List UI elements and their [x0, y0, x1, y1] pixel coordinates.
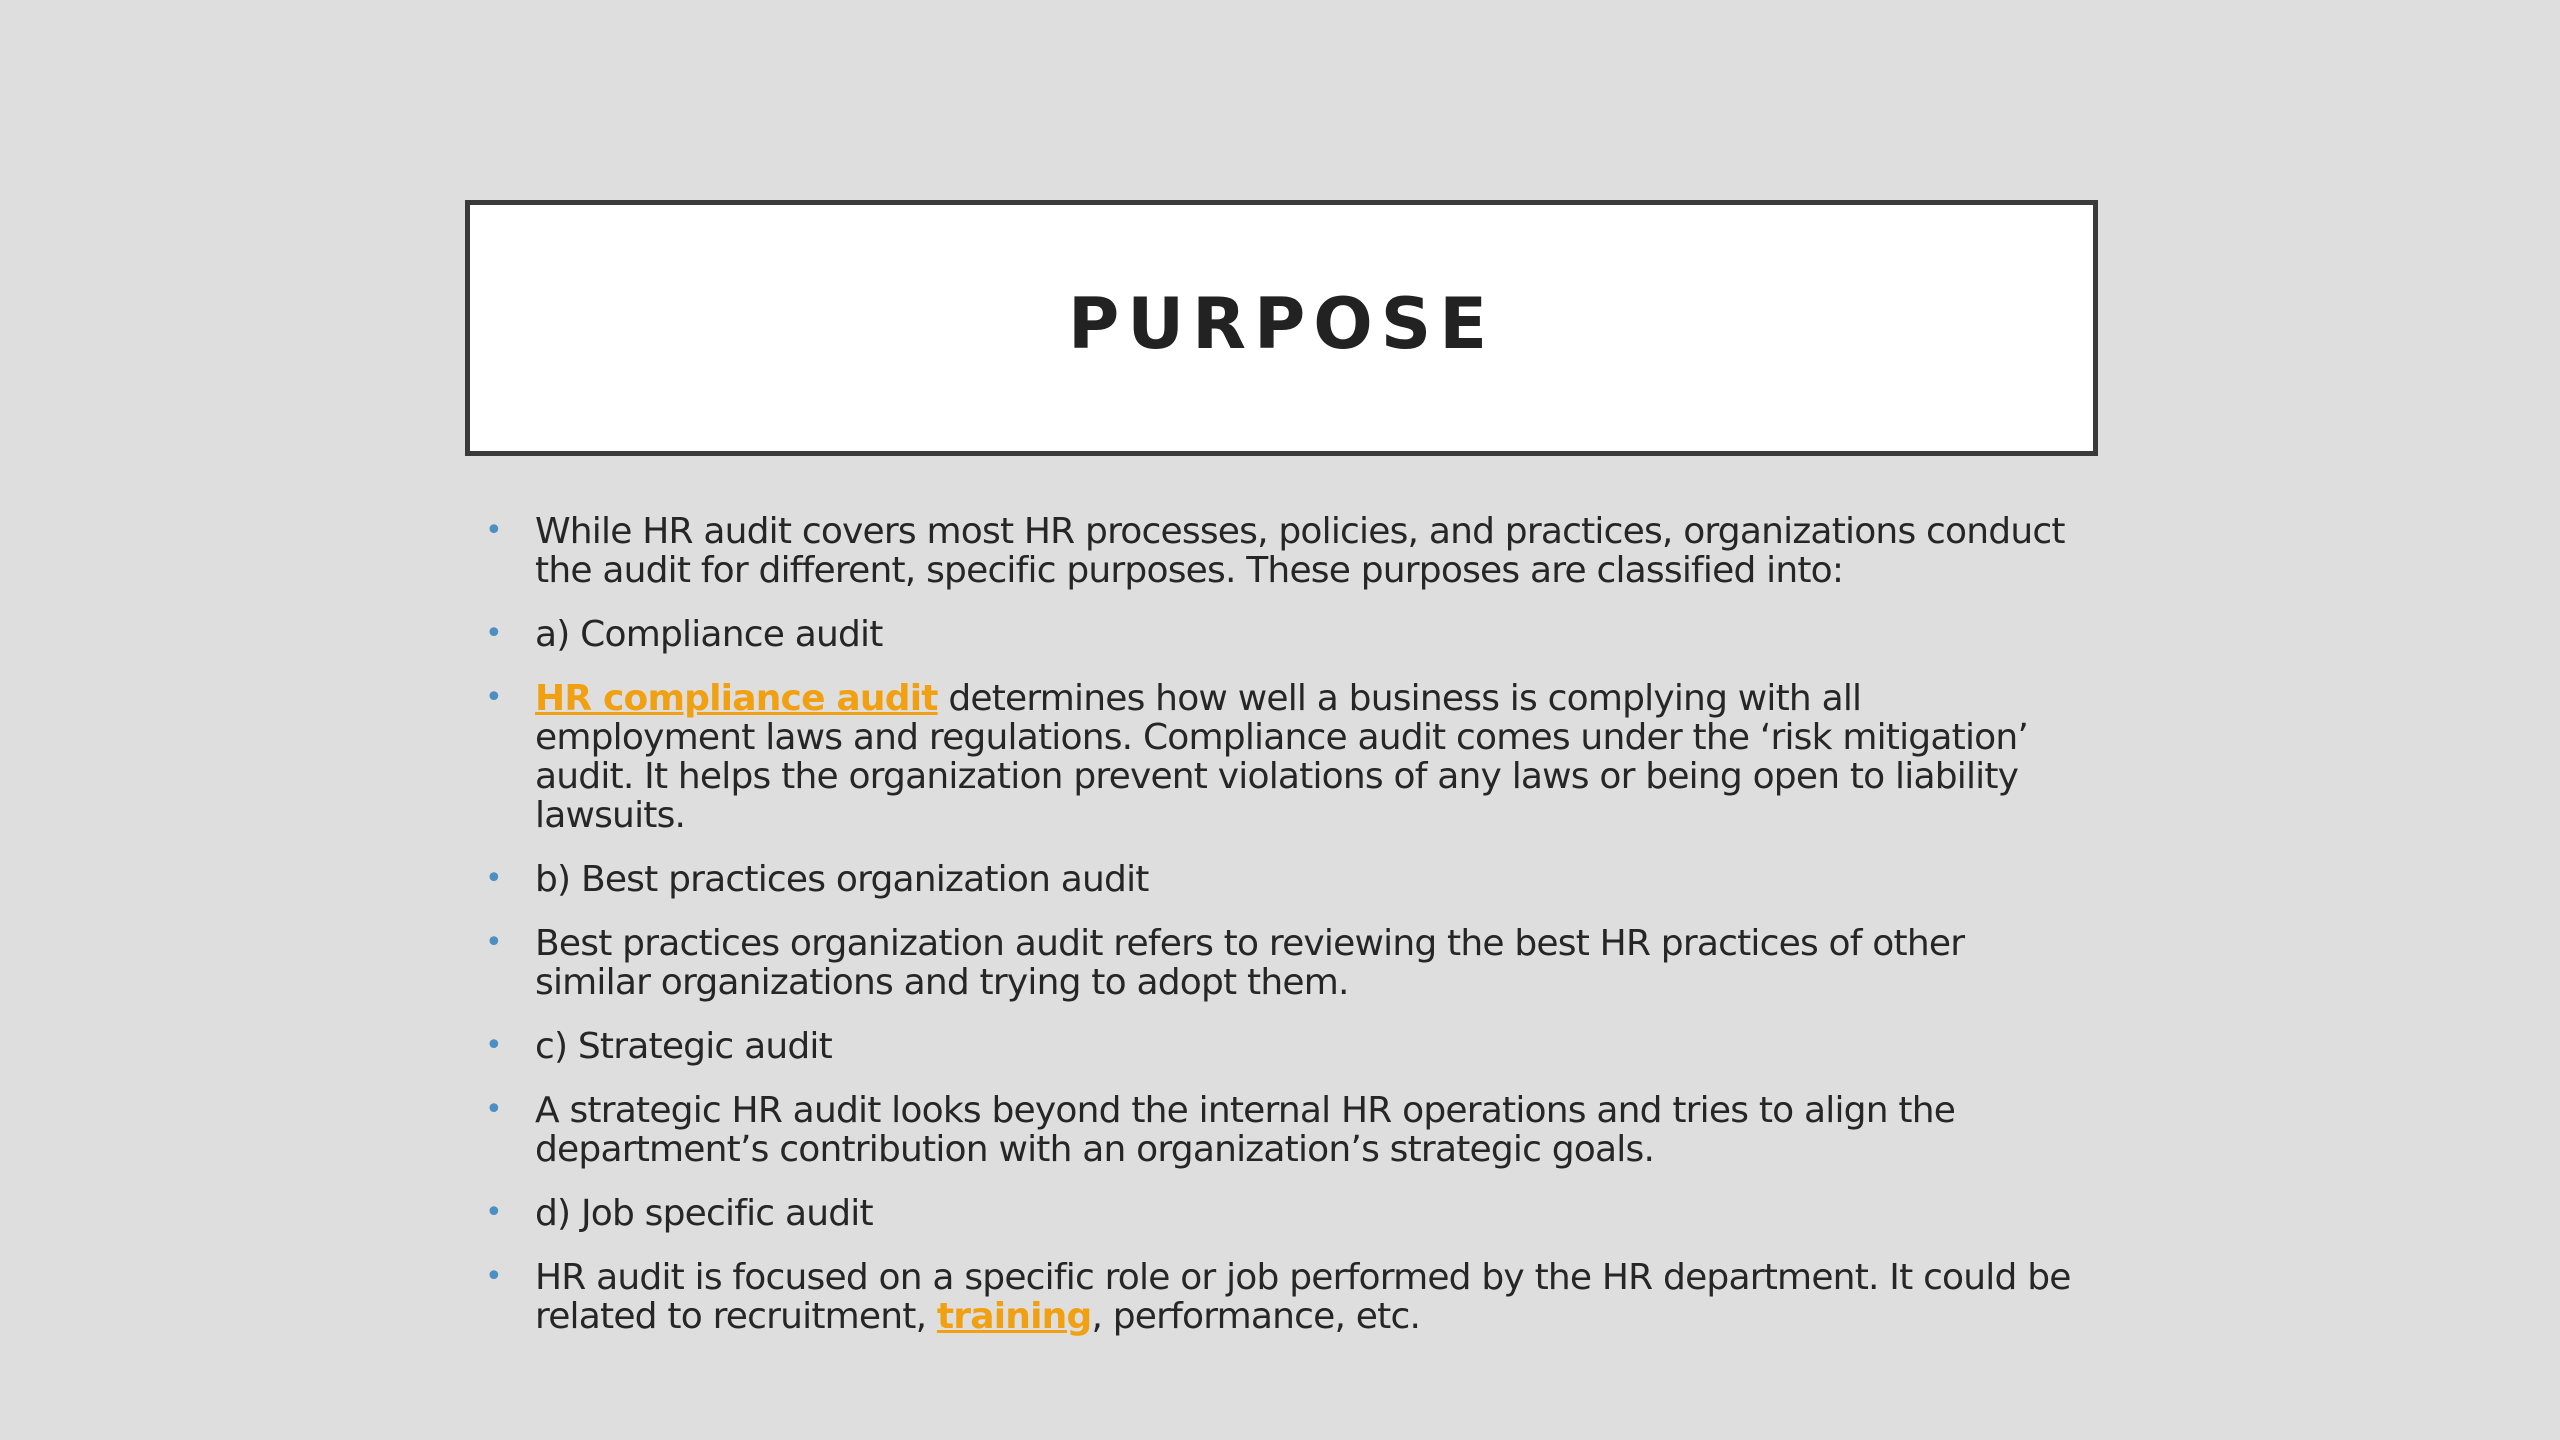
- bullet-text: , performance, etc.: [1091, 1296, 1421, 1337]
- bullet-item: [480, 1027, 2080, 1066]
- bullet-item: [480, 1091, 2080, 1169]
- bullet-list: [480, 512, 2080, 1361]
- bullet-text: A strategic HR audit looks beyond the internal HR operations and tries to align the department’s contribution with an organization’s strategic goals.: [535, 1090, 1956, 1170]
- bullet-icon: •: [485, 1092, 502, 1127]
- bullet-item: [480, 1194, 2080, 1233]
- bullet-text: determines how well a business is complying with all employment laws and regulations. Compliance audit comes under the ‘risk mitigation’ audit. It helps the organization prevent violations of any laws or being open to liability lawsuits.: [535, 678, 2029, 836]
- bullet-item: [480, 512, 2080, 590]
- bullet-text: Best practices organization audit refers to reviewing the best HR practices of other similar organizations and trying to adopt them.: [535, 923, 1965, 1003]
- bullet-icon: •: [485, 861, 502, 896]
- title-box: [465, 200, 2098, 456]
- bullet-text: a) Compliance audit: [535, 614, 883, 655]
- bullet-icon: •: [485, 1028, 502, 1063]
- hr-compliance-audit-link[interactable]: HR compliance audit: [535, 678, 938, 719]
- bullet-icon: •: [485, 1195, 502, 1230]
- bullet-icon: •: [485, 1259, 502, 1294]
- bullet-text: c) Strategic audit: [535, 1026, 832, 1067]
- bullet-icon: •: [485, 616, 502, 651]
- bullet-text: b) Best practices organization audit: [535, 859, 1149, 900]
- bullet-item: [480, 860, 2080, 899]
- bullet-item: [480, 1258, 2080, 1336]
- bullet-text: HR audit is focused on a specific role or job performed by the HR department. It could be related to recruitment,: [535, 1257, 2071, 1337]
- bullet-item: [480, 615, 2080, 654]
- slide-title: PURPOSE: [1067, 283, 1496, 365]
- bullet-item: [480, 679, 2080, 835]
- bullet-item: [480, 924, 2080, 1002]
- bullet-icon: •: [485, 680, 502, 715]
- bullet-icon: •: [485, 513, 502, 548]
- bullet-text: While HR audit covers most HR processes, policies, and practices, organizations conduct the audit for different, specific purposes. These purposes are classified into:: [535, 511, 2065, 591]
- bullet-icon: •: [485, 925, 502, 960]
- training-link[interactable]: training: [936, 1296, 1092, 1337]
- bullet-text: d) Job specific audit: [535, 1193, 873, 1234]
